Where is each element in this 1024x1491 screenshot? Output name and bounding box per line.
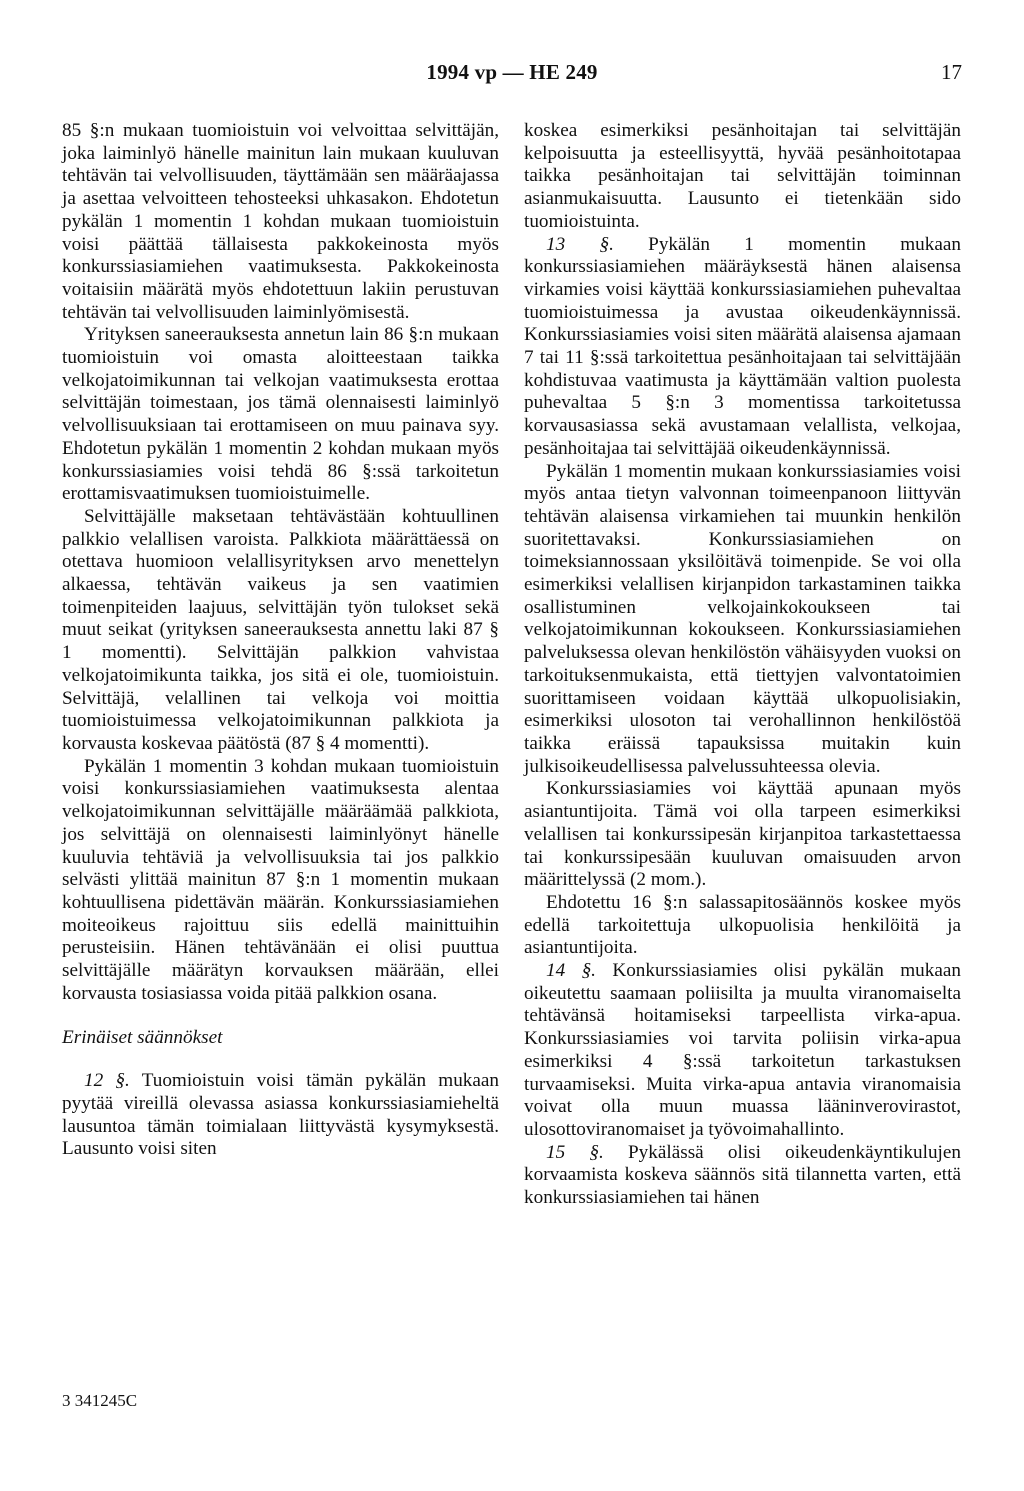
paragraph: Selvittäjälle maksetaan tehtävästään kohtuullinen palkkio velallisen varoista. Palkkiota määrättäessä on otettava huomioon velallisyrityksen arvo menettelyn alkaessa, tehtävän vaikeus ja sen vaatimien toimenpiteiden laajuus, selvittäjän työn tulokset sekä muut seikat (yrityksen saneerauksesta annettu laki 87 § 1 momentti). Selvittäjän palkkion vahvistaa velkojatoimikunta taikka, jos sitä ei ole, tuomioistuin. Selvittäjä, velallinen tai velkoja voi moittia tuomioistuimessa velkojatoimikunnan palkkiota ja korvausta koskevaa päätöstä (87 § 4 momentti).	[62, 505, 499, 754]
paragraph-text: Konkurssiasiamies olisi pykälän mukaan oikeutettu saamaan poliisilta ja muulta viranomaiselta tehtävänsä hoitamiseksi tarpeellista virka-apua. Konkurssiasiamies voi tarvita poliisin virka-apua esimerkiksi 4 §:ssä tarkoitetun tarkastuksen turvaamiseksi. Muita virka-apua antavia viranomaisia voivat olla muun muassa lääninverovirastot, ulosottoviranomaiset ja työvoimahallinto.	[524, 960, 961, 1140]
section-number: 15 §.	[546, 1141, 604, 1163]
paragraph: Ehdotettu 16 §:n salassapitosäännös koskee myös edellä tarkoitettuja ulkopuolisia henkilöitä ja asiantuntijoita.	[524, 891, 961, 959]
page-header	[0, 60, 1024, 90]
paragraph	[524, 960, 961, 1142]
section-number: 12 §.	[84, 1070, 130, 1092]
paragraph	[524, 234, 961, 461]
paragraph	[62, 1070, 499, 1161]
paragraph-text: Tuomioistuin voisi tämän pykälän mukaan pyytää vireillä olevassa asiassa konkurssiasiamieheltä lausuntoa tämän toimialaan liittyvästä kysymyksestä. Lausunto voisi siten	[62, 1070, 500, 1160]
right-column	[524, 120, 961, 1210]
paragraph: Konkurssiasiamies voi käyttää apunaan myös asiantuntijoita. Tämä voi olla tarpeen esimerkiksi velallisen tai konkurssipesän kirjanpitoa tarkastettaessa tai konkurssipesään kuuluvan omaisuuden arvon määrittelyssä (2 mom.).	[524, 778, 961, 891]
paragraph-text: Pykälän 1 momentin mukaan konkurssiasiamiehen määräyksestä hänen alaisensa virkamies voisi käyttää konkurssiasiamiehen puhevaltaa tuomioistuimessa ja avustaa oikeudenkäynnissä. Konkurssiasiamies voisi siten määrätä alaisensa ajamaan 7 tai 11 §:ssä tarkoitettua pesänhoitajaan tai selvittäjään kohdistuvaa vaatimusta ja käyttämään valtion puolesta puhevaltaa 5 §:n 3 momentissa tarkoitetussa korvausasiassa sekä avustamaan velallista, velkojaa, pesänhoitajaa tai selvittäjää oikeudenkäynnissä.	[524, 233, 961, 459]
paragraph: 85 §:n mukaan tuomioistuin voi velvoittaa selvittäjän, joka laiminlyö hänelle mainitun lain mukaan kuuluvan tehtävän tai velvollisuuden, täyttämään sen määräajassa ja asettaa velvoitteen tehosteeksi uhkasakon. Ehdotetun pykälän 1 momentin 1 kohdan mukaan tuomioistuin voisi päättää tällaisesta pakkokeinosta myös konkurssiasiamiehen vaatimuksesta. Pakkokeinosta voitaisiin määrätä myös ehdotettuun lakiin perustuvan tehtävän tai velvollisuuden laiminlyömisestä.	[62, 120, 499, 323]
paragraph-text: Pykälässä olisi oikeudenkäyntikulujen korvaamista koskeva säännös sitä tilannetta varten, että konkurssiasiamiehen tai hänen	[524, 1141, 962, 1209]
paragraph: koskea esimerkiksi pesänhoitajan tai selvittäjän kelpoisuutta ja esteellisyyttä, hyvää pesänhoitotapaa taikka pesänhoitajan tai selvittäjän toiminnan asianmukaisuutta. Lausunto ei tietenkään sido tuomioistuinta.	[524, 120, 961, 232]
page-number: 17	[941, 60, 962, 84]
left-column	[62, 120, 499, 1161]
header-title: 1994 vp — HE 249	[426, 60, 598, 84]
section-heading: Erinäiset säännökset	[62, 1027, 223, 1049]
section-number: 13 §.	[546, 233, 614, 255]
paragraph: Pykälän 1 momentin 3 kohdan mukaan tuomioistuin voisi konkurssiasiamiehen vaatimuksesta alentaa velkojatoimikunnan selvittäjälle määräämää palkkiota, jos selvittäjä on olennaisesti laiminlyönyt hänelle kuuluvia tehtäviä ja velvollisuuksia tai jos palkkio selvästi ylittää mainitun 87 §:n 1 momentin mukaan kohtuullisena pidettävän määrän. Konkurssiasiamiehen moiteoikeus rajoittuu siis edellä mainittuihin perusteisiin. Hänen tehtävänään ei olisi puuttua selvittäjälle määrätyn korvauksen määrään, ellei korvausta tosiasiassa voida pitää palkkion osana.	[62, 755, 499, 1004]
paragraph: Yrityksen saneerauksesta annetun lain 86 §:n mukaan tuomioistuin voi omasta aloitteestaan taikka velkojatoimikunnan tai velkojan vaatimuksesta erottaa selvittäjän toimestaan, jos tämä olennaisesti laiminlyö velvollisuuksiaan tai erottamiseen on muu painava syy. Ehdotetun pykälän 1 momentin 2 kohdan mukaan myös konkurssiasiamies voisi tehdä 86 §:ssä tarkoitetun erottamisvaatimuksen tuomioistuimelle.	[62, 324, 499, 505]
section-number: 14 §.	[546, 960, 596, 982]
paragraph	[524, 1142, 961, 1210]
paragraph: Pykälän 1 momentin mukaan konkurssiasiamies voisi myös antaa tietyn valvonnan toimeenpanoon liittyvän tehtävän alaisensa virkamiehen tai muunkin henkilön suoritettavaksi. Konkurssiasiamiehen on toimeksiannossaan yksilöitävä toimenpide. Se voi olla esimerkiksi velallisen kirjanpidon tarkastaminen taikka osallistuminen velkojainkokoukseen tai velkojatoimikunnan kokoukseen. Konkurssiasiamiehen palveluksessa olevan henkilöstön vähäisyyden vuoksi on tarkoituksenmukaista, että tiettyjen valvontatoimien suorittamiseen voidaan käyttää ulkopuolisiakin, esimerkiksi ulosoton tai verohallinnon henkilöstöä taikka eräissä tapauksissa muitakin kuin julkisoikeudellisessa palvelussuhteessa olevia.	[524, 460, 961, 777]
print-code: 3 341245C	[62, 1391, 138, 1410]
